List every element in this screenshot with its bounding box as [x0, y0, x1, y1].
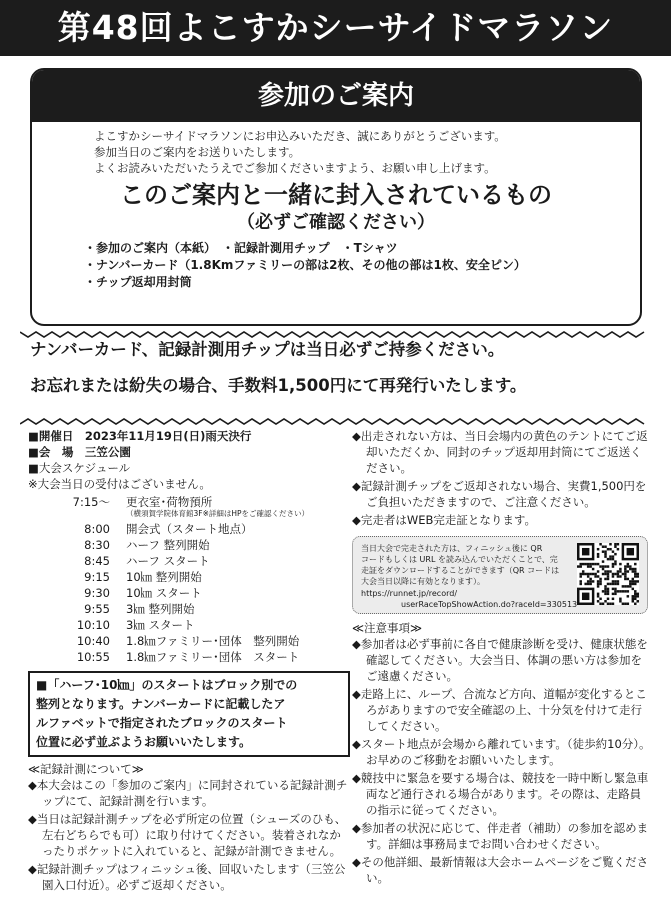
schedule-item: 3㎞ スタート [126, 618, 195, 632]
schedule-time: 10:40 [76, 634, 110, 648]
qr-text-line: 当日大会で完走された方は、フィニッシュ後に QR [361, 544, 543, 553]
schedule-row [28, 601, 350, 617]
changing-room-note: （横須賀学院体育館3F※詳細はHPをご確認ください） [126, 509, 310, 518]
block-notice-line: 位置に必ず並ぶようお願いいたします。 [36, 735, 252, 749]
enclosed-item: ・ナンバーカード（1.8Kmファミリーの部は2枚、その他の部は1枚、安全ピン） [84, 258, 526, 272]
schedule-heading: ■大会スケジュール [28, 461, 131, 475]
schedule-time: 9:15 [84, 570, 110, 584]
schedule-row [28, 537, 350, 553]
schedule-item: 10㎞ 整列開始 [126, 570, 202, 584]
qr-description [361, 543, 581, 610]
caution-item: ◆走路上に、ループ、合流など方向、道幅が変化するところがありますので安全確認の上、十分気を付けて走行してください。 [352, 687, 647, 733]
return-item: ◆記録計測チップをご返却されない場合、実費1,500円をご負担いただきますので、ご注意ください。 [352, 479, 647, 509]
enclosed-item: ・チップ返却用封筒 [84, 275, 192, 289]
schedule-item: 1.8㎞ファミリー･団体 スタート [126, 650, 300, 664]
guide-heading: 参加のご案内 [32, 70, 640, 122]
schedule-time: 8:45 [84, 554, 110, 568]
schedule-item: 3㎞ 整列開始 [126, 602, 195, 616]
schedule-item: 10㎞ スタート [126, 586, 202, 600]
right-column [352, 428, 652, 888]
intro-line: 参加当日のご案内をお送りいたします。 [94, 145, 301, 159]
block-notice-line: ルファベットで指定されたブロックのスタート [36, 716, 288, 730]
caution-item: ◆参加者は必ず事前に各自で健康診断を受け、健康状態を確認してください。大会当日、体調の悪い方は参加をご遠慮ください。 [352, 637, 648, 683]
enclosed-title: このご案内と一緒に封入されているもの [120, 181, 552, 209]
enclosed-subtitle: （必ずご確認ください） [237, 212, 435, 233]
block-start-notice [28, 671, 350, 757]
caution-item: ◆競技中に緊急を要する場合は、競技を一時中断し緊急車両など通行される場合があります。その際は、走路員の指示に従ってください。 [352, 771, 649, 817]
block-notice-line: ■「ハーフ･10㎞」のスタートはブロック別での [36, 678, 298, 692]
finish-certificate-box [352, 536, 648, 614]
schedule-row [28, 585, 350, 601]
schedule-time: 9:30 [84, 586, 110, 600]
page-title: 第48回よこすかシーサイドマラソン [0, 0, 671, 56]
caution-item: ◆参加者の状況に応じて、伴走者（補助）の参加を認めます。詳細は事務局までお問い合わせください。 [352, 821, 649, 851]
warning-line-fee: お忘れまたは紛失の場合、手数料1,500円にて再発行いたします。 [30, 376, 527, 395]
qr-text-line: 大会当日以降に有効となります）。 [361, 577, 485, 586]
timing-item: ◆記録計測チップはフィニッシュ後、回収いたします（三笠公園入口付近）。必ずご返却ください。 [28, 862, 346, 892]
intro-line: よこすかシーサイドマラソンにお申込みいただき、誠にありがとうございます。 [94, 129, 506, 143]
schedule-row [28, 649, 350, 665]
timing-item: ◆当日は記録計測チップを必ず所定の位置（シューズのひも、左右どちらでも可）に取り付けてください。装着されなかったりポケットに入れていると、記録が計測できません。 [28, 812, 347, 858]
schedule-row [28, 569, 350, 585]
block-notice-line: 整列となります。ナンバーカードに記載したア [36, 697, 286, 711]
schedule-item: 開会式（スタート地点） [126, 522, 253, 536]
schedule-row [28, 521, 350, 537]
intro-text [94, 128, 640, 176]
schedule-time: 7:15～ [72, 495, 110, 509]
schedule-time: 10:55 [76, 650, 110, 664]
timing-heading: ≪記録計測について≫ [28, 762, 144, 776]
schedule-item: ハーフ スタート [126, 554, 210, 568]
cautions-heading: ≪注意事項≫ [352, 621, 423, 635]
qr-text-line: 走証をダウンロードすることができます（QR コードは [361, 566, 560, 575]
certificate-url-line1[interactable]: https://runnet.jp/record/ [361, 589, 458, 598]
return-item: ◆出走されない方は、当日会場内の黄色のテントにてご返却いただくか、同封のチップ返却用封筒にてご返送ください。 [352, 429, 648, 475]
caution-item: ◆スタート地点が会場から離れています。（徒歩約10分）。お早めのご移動をお願いいたします。 [352, 737, 651, 767]
no-reception-note: ※大会当日の受付はございません。 [28, 477, 211, 491]
qr-text-line: コードもしくは URL を読み込んでいただくことで、完 [361, 555, 558, 564]
return-item: ◆完走者はWEB完走証となります。 [352, 513, 536, 527]
event-date: ■開催日 2023年11月19日(日)雨天決行 [28, 429, 252, 443]
schedule-time: 9:55 [84, 602, 110, 616]
schedule-row [28, 633, 350, 649]
schedule-time: 8:00 [84, 522, 110, 536]
warning-line-carry: ナンバーカード、記録計測用チップは当日必ずご持参ください。 [30, 340, 505, 359]
intro-line: よくお読みいただいたうえでご参加くださいますよう、お願い申し上げます。 [94, 161, 496, 175]
schedule-time: 10:10 [76, 618, 110, 632]
enclosed-item: ・参加のご案内（本紙） ・記録計測用チップ ・Tシャツ [84, 241, 398, 255]
event-venue: ■会 場 三笠公園 [28, 445, 131, 459]
warning-band [20, 330, 650, 426]
schedule-time: 8:30 [84, 538, 110, 552]
enclosed-list [84, 240, 640, 291]
timing-item: ◆本大会はこの「参加のご案内」に同封されている記録計測チップにて、記録計測を行います。 [28, 778, 348, 808]
schedule-list [28, 494, 350, 665]
schedule-item: 更衣室･荷物預所 [126, 495, 213, 509]
schedule-item: ハーフ 整列開始 [126, 538, 210, 552]
schedule-row [28, 617, 350, 633]
schedule-row [28, 494, 350, 510]
schedule-item: 1.8㎞ファミリー･団体 整列開始 [126, 634, 300, 648]
certificate-url-line2[interactable]: userRaceTopShowAction.do?raceId=330513 [401, 600, 578, 609]
guide-box [30, 68, 642, 326]
schedule-row [28, 553, 350, 569]
qr-code-icon[interactable] [577, 543, 639, 605]
left-column [28, 428, 350, 895]
caution-item: ◆その他詳細、最新情報は大会ホームページをご覧ください。 [352, 855, 649, 885]
